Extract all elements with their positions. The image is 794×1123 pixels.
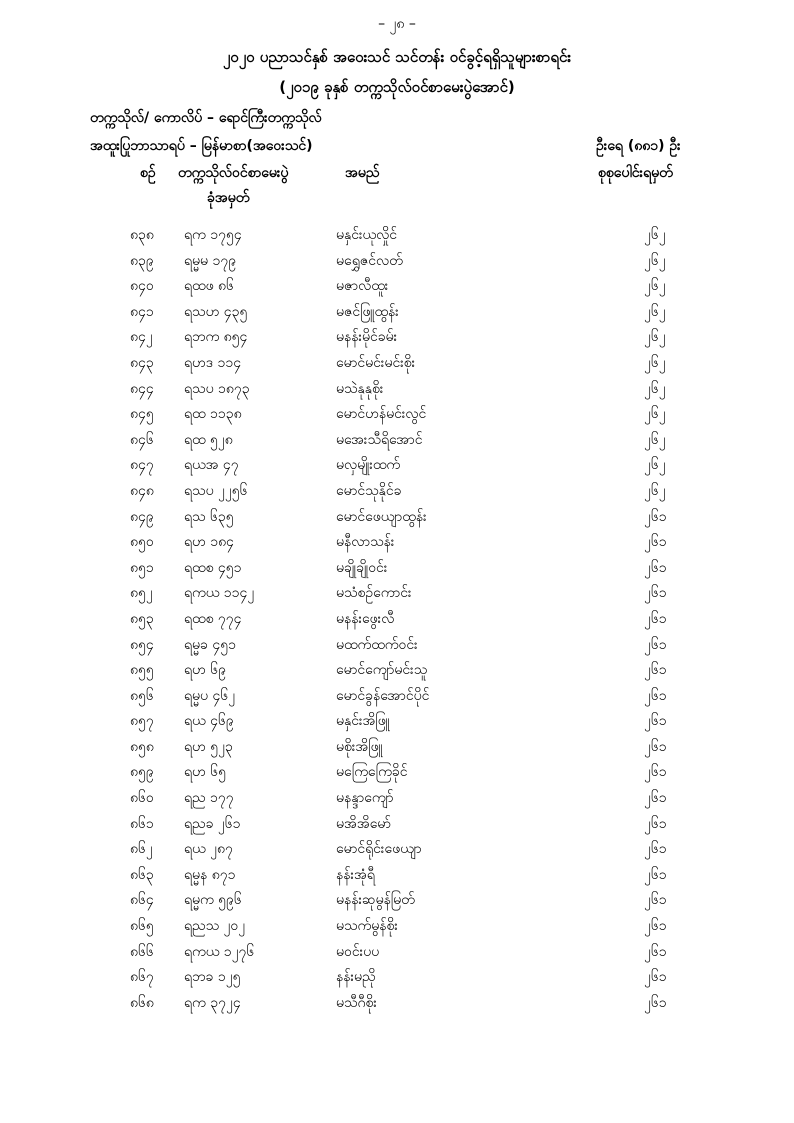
student-name: မနှင်းယုလှိုင် (336, 227, 398, 243)
student-name: မနန်းဖွေးလီ (336, 610, 395, 627)
total-marks: ၂၆၁ (644, 636, 667, 653)
student-name: မောင်ရိုင်းဖေယျာ (336, 841, 422, 858)
roll-number: ရထ ၅၂၈ (184, 431, 233, 448)
table-row (0, 376, 794, 402)
student-name: မနီလာသန်း (336, 534, 395, 551)
student-name: နန်းအုံရီ (336, 866, 375, 883)
roll-number: ရယ ၂၈၇ (184, 841, 233, 858)
total-marks: ၂၆၂ (644, 303, 666, 320)
table-row (0, 427, 794, 453)
student-name: မထက်ထက်ဝင်း (336, 636, 418, 653)
student-name: မလှမျိုးထက် (336, 457, 401, 474)
roll-number: ရဟ ၆၉ (184, 662, 226, 679)
total-marks: ၂၆၂ (644, 431, 666, 448)
roll-number: ရမ္မပ ၄၆၂ (184, 687, 236, 704)
student-name: မအေးသီရိအောင် (336, 431, 423, 448)
roll-number: ရထ ၁၁၃၈ (184, 406, 242, 423)
row-number: ၈၅၇ (130, 713, 154, 730)
row-number: ၈၄၅ (130, 406, 154, 423)
total-marks: ၂၆၂ (644, 482, 666, 499)
table-row (0, 913, 794, 939)
table-row (0, 632, 794, 658)
row-number: ၈၆၂ (130, 841, 153, 858)
university-label: တက္ကသိုလ်/ ကောလိပ် – ရောင်ကြီးတက္ကသိုလ် (90, 110, 322, 126)
row-number: ၈၃၈ (130, 227, 154, 243)
total-marks: ၂၆၂ (644, 457, 666, 474)
row-number: ၈၄၈ (130, 482, 154, 499)
table-row (0, 862, 794, 888)
total-marks: ၂၆၁ (644, 815, 667, 832)
roll-number: ရက ၃၇၂၄ (184, 994, 241, 1011)
student-name: မဝင်းပပ (336, 943, 380, 960)
roll-number: ရဟ ၁၈၄ (184, 534, 234, 551)
total-marks: ၂၆၁ (644, 687, 667, 704)
row-number: ၈၄၁ (130, 303, 154, 320)
row-number: ၈၅၁ (130, 559, 154, 576)
column-header-no: စဉ် (140, 165, 156, 181)
roll-number: ရဘက ၈၅၄ (184, 329, 248, 346)
total-marks: ၂၆၁ (644, 841, 667, 858)
student-name: မချိုချိုဝင်း (336, 559, 388, 576)
total-marks: ၂၆၁ (644, 943, 667, 960)
roll-number: ရသပ ၂၂၅၆ (184, 482, 248, 499)
table-row (0, 273, 794, 299)
row-number: ၈၆၃ (130, 866, 154, 883)
student-name: မောင်သုနိုင်ခ (336, 482, 402, 499)
row-number: ၈၆၈ (130, 994, 154, 1011)
table-row (0, 478, 794, 504)
roll-number: ရဟ ၅၂၃ (184, 738, 233, 755)
row-number: ၈၅၈ (130, 738, 154, 755)
total-marks: ၂၆၁ (644, 764, 667, 781)
student-name: မသီဂီစိုး (336, 994, 377, 1011)
student-name: မသက်မွန်စိုး (336, 918, 398, 935)
student-name: မဇင်ဖြူထွန်း (336, 303, 399, 320)
student-name: မကြေကြေခိုင် (336, 764, 408, 781)
roll-number: ရသ ၆၃၅ (184, 508, 234, 525)
total-marks: ၂၆၁ (644, 994, 667, 1011)
total-marks: ၂၆၂ (644, 406, 666, 423)
column-header-marks: စုစုပေါင်းရမှတ် (598, 165, 673, 181)
column-header-roll-line2: ခုံအမှတ် (207, 190, 250, 206)
roll-number: ရဟ ၆၅ (184, 764, 226, 781)
row-number: ၈၄၇ (130, 457, 154, 474)
column-header-roll: တက္ကသိုလ်ဝင်စာမေးပွဲ (178, 165, 289, 181)
total-count: ဦးရေ (၈၈၁) ဦး (596, 138, 681, 154)
total-marks: ၂၆၁ (644, 790, 667, 807)
table-row (0, 759, 794, 785)
column-header-name: အမည် (345, 165, 380, 181)
row-number: ၈၅၅ (130, 662, 154, 679)
student-name: မနန္ဒာကျော် (336, 790, 394, 807)
total-marks: ၂၆၂ (644, 278, 666, 295)
total-marks: ၂၆၂ (644, 380, 666, 397)
row-number: ၈၃၉ (130, 252, 154, 269)
table-row (0, 683, 794, 709)
total-marks: ၂၆၁ (644, 969, 667, 986)
roll-number: ရဟဒ ၁၁၄ (184, 354, 242, 371)
row-number: ၈၅၀ (130, 534, 154, 551)
student-name: မောင်ကျော်မင်းသူ (336, 662, 428, 679)
roll-number: ရယ ၄၆၉ (184, 713, 234, 730)
row-number: ၈၆၄ (130, 892, 154, 909)
student-name: မောင်ဖေယျာထွန်း (336, 508, 427, 525)
roll-number: ရယအ ၄၇ (184, 457, 239, 474)
row-number: ၈၅၄ (130, 636, 154, 653)
roll-number: ရကယ ၁၁၄၂ (184, 585, 255, 602)
row-number: ၈၆၀ (130, 790, 154, 807)
total-marks: ၂၆၁ (644, 559, 667, 576)
table-row (0, 248, 794, 274)
student-name: မောင်ဟန်မင်းလွင် (336, 406, 427, 423)
student-name: မနန်းမိုင်ခမ်း (336, 329, 398, 346)
table-row (0, 657, 794, 683)
total-marks: ၂၆၁ (644, 508, 667, 525)
document-subtitle: (၂၀၁၉ ခုနှစ် တက္ကသိုလ်ဝင်စာမေးပွဲအောင်) (279, 78, 515, 96)
student-name: မဇာလီထူး (336, 278, 389, 295)
row-number: ၈၆၅ (130, 918, 154, 935)
total-marks: ၂၆၁ (644, 918, 667, 935)
total-marks: ၂၆၂ (644, 329, 666, 346)
student-name: မအိအိမော် (336, 815, 392, 832)
row-number: ၈၆၆ (130, 943, 154, 960)
total-marks: ၂၆၁ (644, 610, 667, 627)
roll-number: ရက ၁၇၅၄ (184, 227, 242, 243)
table-row (0, 836, 794, 862)
row-number: ၈၄၂ (130, 329, 153, 346)
student-list (0, 222, 794, 1015)
roll-number: ရထစ ၇၇၄ (184, 610, 242, 627)
student-name: မရွှေဇင်လတ် (336, 252, 403, 269)
roll-number: ရဘခ ၁၂၅ (184, 969, 241, 986)
table-row (0, 785, 794, 811)
table-row (0, 555, 794, 581)
student-name: မောင်မင်းမင်းစိုး (336, 354, 416, 371)
row-number: ၈၅၃ (130, 610, 154, 627)
row-number: ၈၆၇ (130, 969, 154, 986)
student-name: မနန်းဆုမွန်မြတ် (336, 892, 415, 909)
total-marks: ၂၆၁ (644, 585, 667, 602)
student-name: မောင်ခွန်အောင်ပိုင် (336, 687, 430, 704)
roll-number: ရည ၁၇၇ (184, 790, 234, 807)
total-marks: ၂၆၂ (644, 252, 666, 269)
roll-number: ရသပ ၁၈၇၃ (184, 380, 250, 397)
roll-number: ရမ္မန ၈၇၁ (184, 866, 236, 883)
total-marks: ၂၆၂ (644, 354, 666, 371)
student-name: မစိုးအိဖြူ (336, 738, 383, 755)
table-row (0, 606, 794, 632)
table-row (0, 734, 794, 760)
row-number: ၈၅၂ (130, 585, 153, 602)
roll-number: ရထစ ၄၅၁ (184, 559, 242, 576)
major-label: အထူးပြုဘာသာရပ် – မြန်မာစာ(အဝေးသင်) (90, 138, 313, 154)
table-row (0, 504, 794, 530)
student-name: နန်းမညို (336, 969, 376, 986)
document-title: ၂၀၂၀ ပညာသင်နှစ် အဝေးသင် သင်တန်း ဝင်ခွင့်ရရှိသူများစာရင်း (222, 48, 572, 66)
table-row (0, 452, 794, 478)
table-row (0, 401, 794, 427)
total-marks: ၂၆၁ (644, 534, 667, 551)
table-row (0, 964, 794, 990)
table-row (0, 990, 794, 1016)
table-row (0, 222, 794, 248)
roll-number: ရမ္မခ ၄၅၁ (184, 636, 236, 653)
table-row (0, 811, 794, 837)
total-marks: ၂၆၁ (644, 738, 667, 755)
roll-number: ရသဟ ၄၃၅ (184, 303, 248, 320)
row-number: ၈၅၉ (130, 764, 154, 781)
row-number: ၈၄၆ (130, 431, 154, 448)
student-name: မနှင်းအိဖြူ (336, 713, 390, 730)
row-number: ၈၄၃ (130, 354, 154, 371)
table-row (0, 708, 794, 734)
roll-number: ရထဖ ၈၆ (184, 278, 234, 295)
roll-number: ရမ္မက ၅၉၆ (184, 892, 242, 909)
row-number: ၈၄၄ (130, 380, 154, 397)
total-marks: ၂၆၁ (644, 866, 667, 883)
roll-number: ရညသ ၂၀၂ (184, 918, 246, 935)
table-row (0, 529, 794, 555)
table-row (0, 580, 794, 606)
roll-number: ရညခ ၂၆၁ (184, 815, 241, 832)
roll-number: ရကယ ၁၂၇၆ (184, 943, 255, 960)
total-marks: ၂၆၁ (644, 662, 667, 679)
row-number: ၈၆၁ (130, 815, 154, 832)
row-number: ၈၄၉ (130, 508, 154, 525)
total-marks: ၂၆၁ (644, 892, 667, 909)
table-row (0, 887, 794, 913)
roll-number: ရမ္မမ ၁၇၉ (184, 252, 237, 269)
table-row (0, 324, 794, 350)
page-number: – ၂၈ – (378, 16, 416, 32)
table-row (0, 939, 794, 965)
student-name: မသံစဉ်ကောင်း (336, 585, 412, 602)
row-number: ၈၅၆ (130, 687, 154, 704)
student-name: မသဲနုနုစိုး (336, 380, 384, 397)
total-marks: ၂၆၂ (644, 227, 666, 243)
table-row (0, 350, 794, 376)
row-number: ၈၄၀ (130, 278, 154, 295)
table-row (0, 299, 794, 325)
total-marks: ၂၆၁ (644, 713, 667, 730)
